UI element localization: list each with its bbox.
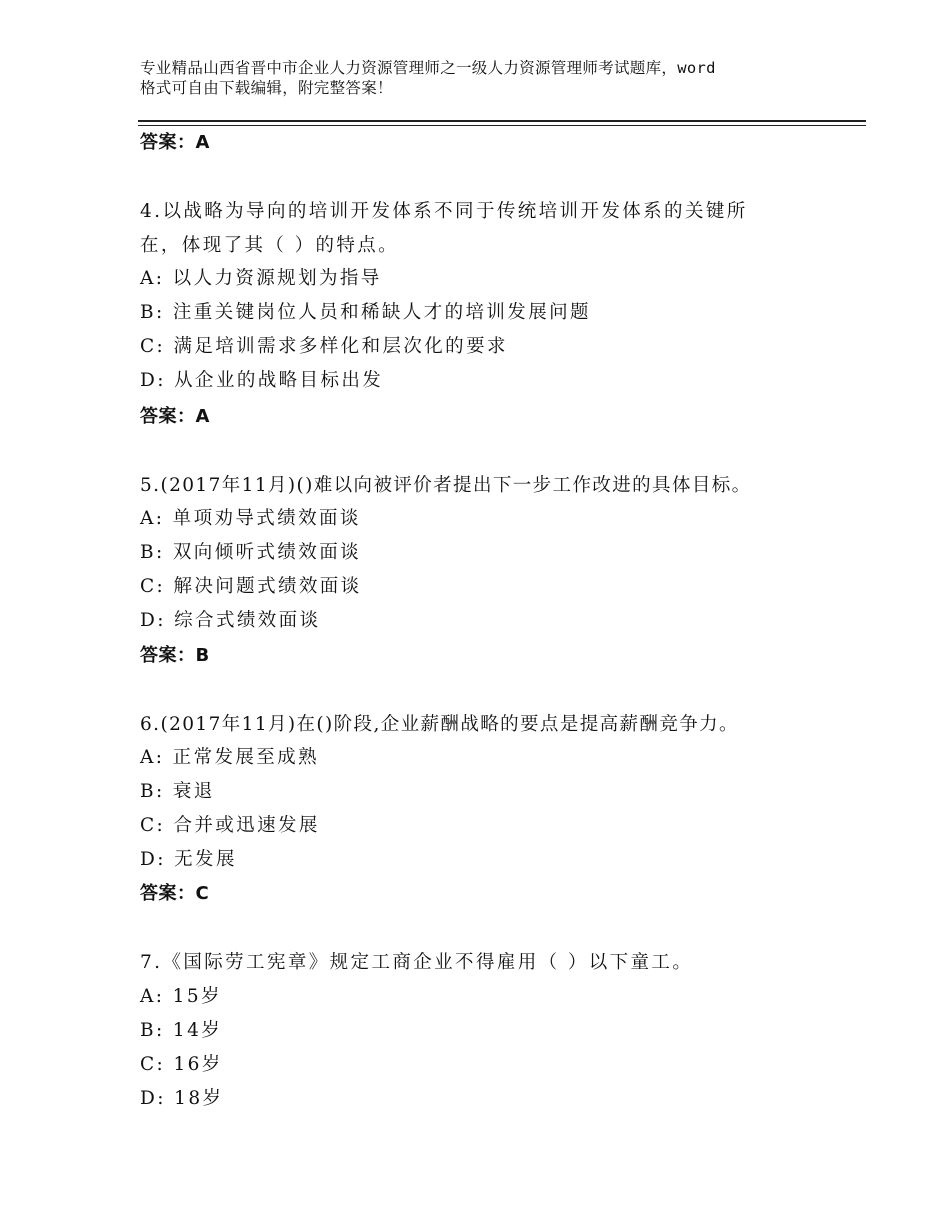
question-text: 5.(2017年11月)()难以向被评价者提出下一步工作改进的具体目标。 <box>140 475 752 496</box>
option-c: C: 合并或迅速发展 <box>140 815 320 836</box>
question-text: 7.《国际劳工宪章》规定工商企业不得雇用（ ）以下童工。 <box>140 952 694 973</box>
answer: 答案：B <box>140 645 210 666</box>
option-d: D: 综合式绩效面谈 <box>140 610 321 631</box>
option-a: A: 以人力资源规划为指导 <box>140 268 382 289</box>
header-line-1: 专业精品山西省晋中市企业人力资源管理师之一级人力资源管理师考试题库，word <box>140 59 716 77</box>
header-rule-thick <box>138 120 866 122</box>
option-b: B: 双向倾听式绩效面谈 <box>140 542 362 563</box>
previous-answer: 答案：A <box>140 132 210 153</box>
answer: 答案：A <box>140 406 210 427</box>
option-b: B: 衰退 <box>140 781 215 802</box>
option-a: A: 15岁 <box>140 986 222 1007</box>
option-d: D: 18岁 <box>140 1088 224 1109</box>
option-c: C: 解决问题式绩效面谈 <box>140 576 362 597</box>
option-a: A: 正常发展至成熟 <box>140 747 319 768</box>
option-d: D: 从企业的战略目标出发 <box>140 370 384 391</box>
question-text: 6.(2017年11月)在()阶段,企业薪酬战略的要点是提高薪酬竞争力。 <box>140 714 739 735</box>
header-line-2: 格式可自由下载编辑，附完整答案！ <box>140 79 393 97</box>
question-text-cont: 在，体现了其（ ）的特点。 <box>140 235 400 256</box>
page-header <box>140 58 830 98</box>
header-rule-thin <box>138 125 866 126</box>
question-text: 4.以战略为导向的培训开发体系不同于传统培训开发体系的关键所 <box>140 201 748 222</box>
answer: 答案：C <box>140 883 210 904</box>
option-c: C: 满足培训需求多样化和层次化的要求 <box>140 336 508 357</box>
option-b: B: 14岁 <box>140 1020 223 1041</box>
option-d: D: 无发展 <box>140 849 237 870</box>
option-c: C: 16岁 <box>140 1054 223 1075</box>
option-b: B: 注重关键岗位人员和稀缺人才的培训发展问题 <box>140 302 591 323</box>
option-a: A: 单项劝导式绩效面谈 <box>140 508 361 529</box>
